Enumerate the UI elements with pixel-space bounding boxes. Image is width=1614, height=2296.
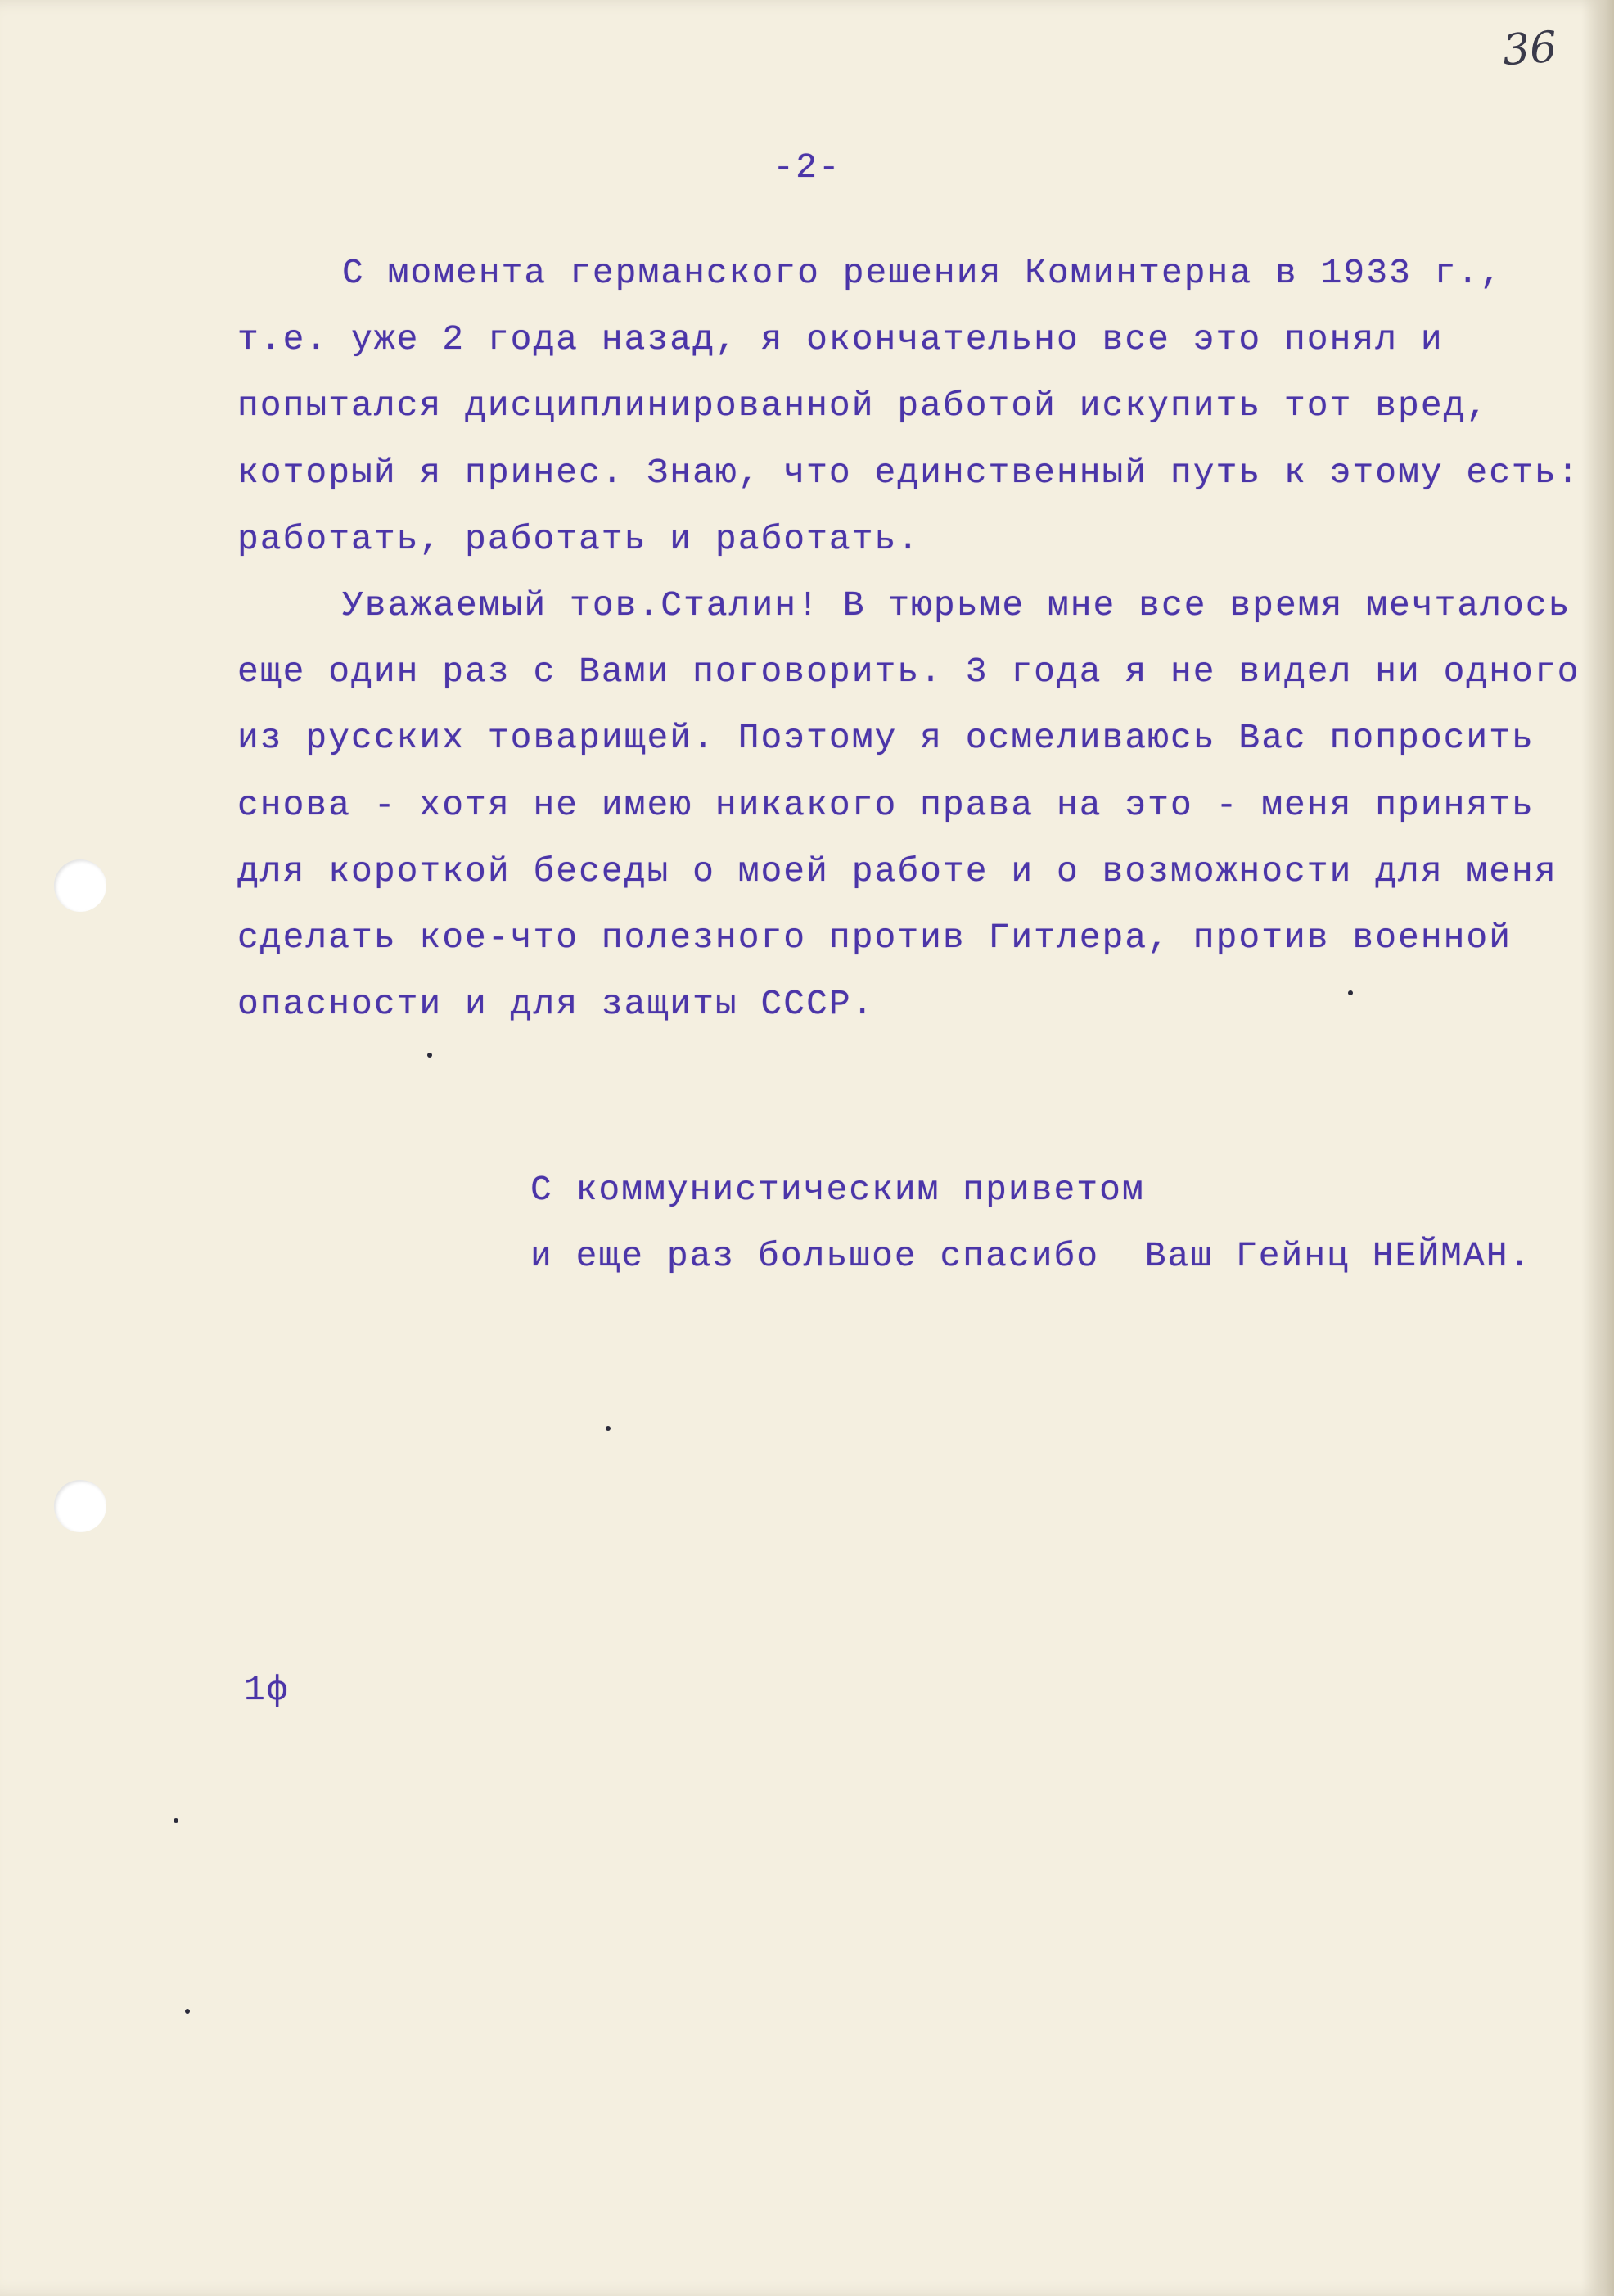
punch-hole [54, 1480, 106, 1532]
ink-speck [606, 1426, 611, 1431]
page-edge-shadow [1581, 0, 1614, 2296]
punch-hole [54, 859, 106, 912]
paragraph-2-line: для короткой беседы о моей работе и о возможности для меня [237, 851, 1558, 891]
ink-speck [185, 2009, 190, 2014]
closing-signature: и еще раз большое спасибо Ваш Гейнц НЕЙМАН. [530, 1236, 1532, 1276]
footnote-mark: 1ф [244, 1670, 290, 1710]
paragraph-2-line: Уважаемый тов.Сталин! В тюрьме мне все время мечталось [342, 585, 1571, 625]
paragraph-1-line: работать, работать и работать. [237, 519, 921, 559]
paragraph-2-line: сделать кое-что полезного против Гитлера, против военной [237, 918, 1513, 958]
ink-speck [1348, 990, 1353, 995]
paragraph-1-line: С момента германского решения Коминтерна в 1933 г., [342, 253, 1504, 293]
paragraph-2-line: опасности и для защиты СССР. [237, 984, 875, 1024]
paragraph-1-line: который я принес. Знаю, что единственный путь к этому есть: [237, 453, 1580, 493]
ink-speck [174, 1818, 178, 1823]
paragraph-2-line: из русских товарищей. Поэтому я осмеливаюсь Вас попросить [237, 718, 1535, 758]
paragraph-1-line: попытался дисциплинированной работой искупить тот вред, [237, 386, 1490, 426]
folio-number: 36 [1500, 22, 1559, 76]
paragraph-1-line: т.е. уже 2 года назад, я окончательно все это понял и [237, 319, 1444, 359]
page-number: -2- [773, 147, 841, 187]
ink-speck [427, 1053, 432, 1058]
paragraph-2-line: еще один раз с Вами поговорить. 3 года я не видел ни одного [237, 652, 1580, 692]
paragraph-2-line: снова - хотя не имею никакого права на это - меня принять [237, 785, 1535, 825]
closing-salutation: С коммунистическим приветом [530, 1170, 1145, 1210]
